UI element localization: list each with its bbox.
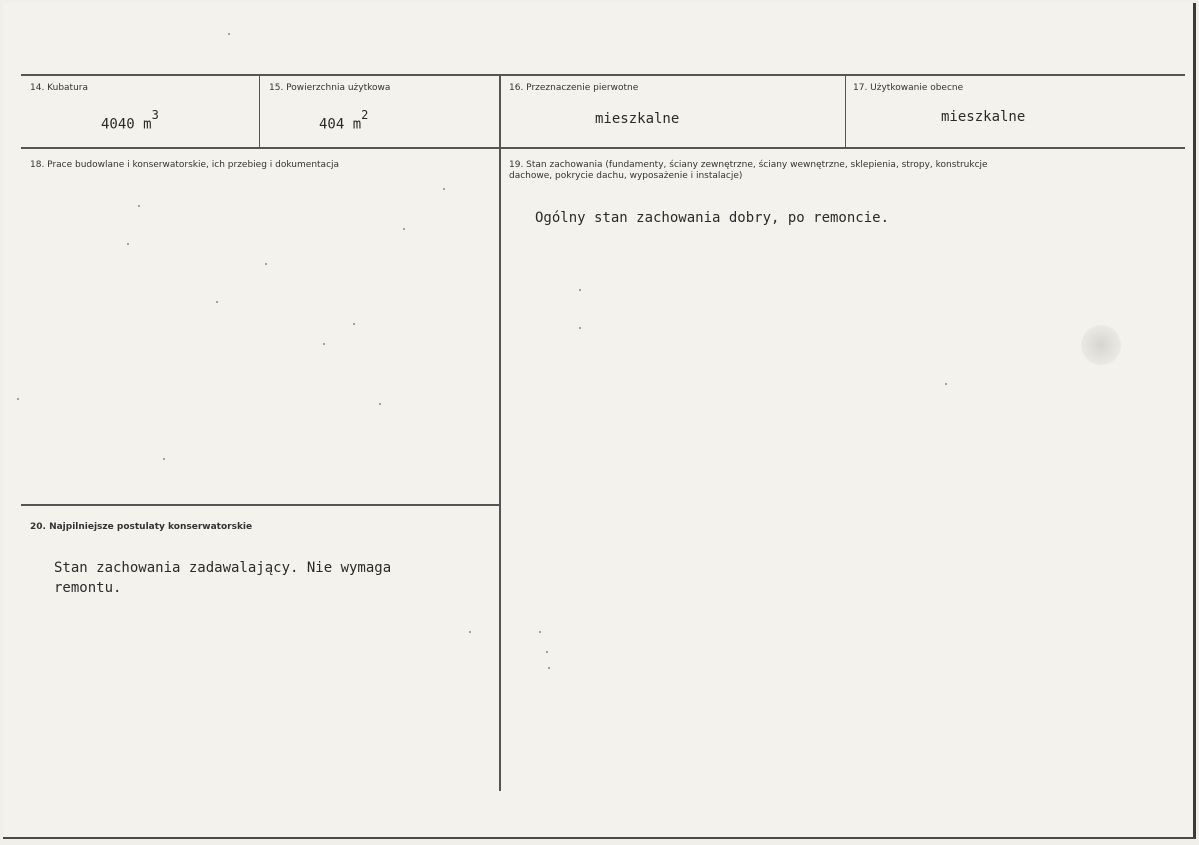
postulaty-label: 20. Najpilniejsze postulaty konserwatorskie [30,522,253,532]
postulaty-value: Stan zachowania zadawalający. Nie wymaga remontu. [54,560,392,596]
przeznaczenie-label: 16. Przeznaczenie pierwotne [509,83,639,93]
paper-speck [17,398,19,400]
section-divider-rule [21,504,499,506]
stan-label: 19. Stan zachowania (fundamenty, ściany zewnętrzne, ściany wewnętrzne, sklepienia, stropy, konstrukcje dachowe, pokrycie dachu, wyposażenie i instalacje) [509,160,988,181]
kubatura-value [101,109,159,135]
fields-bottom-rule [21,147,1185,149]
paper-speck [379,403,381,405]
paper-speck [548,667,550,669]
kubatura-number: 4040 m [101,116,152,133]
top-rule [21,74,1185,76]
kubatura-label: 14. Kubatura [30,83,89,93]
stan-value: Ogólny stan zachowania dobry, po remoncie. [535,210,890,226]
powierzchnia-unit-sup: 2 [361,108,369,122]
paper-speck [443,188,445,190]
uzytkowanie-label: 17. Użytkowanie obecne [853,83,964,93]
paper-speck [228,33,230,35]
powierzchnia-value [319,109,368,135]
paper-speck [469,631,471,633]
paper-speck [945,383,947,385]
powierzchnia-number: 404 m [319,116,362,133]
paper-speck [127,243,129,245]
paper-speck [138,205,140,207]
paper-speck [539,631,541,633]
powierzchnia-label: 15. Powierzchnia użytkowa [269,83,391,93]
paper-speck [403,228,405,230]
paper-speck [216,301,218,303]
divider-14-15 [259,75,260,148]
przeznaczenie-value: mieszkalne [595,111,680,127]
paper-speck [579,327,581,329]
paper-speck [353,323,355,325]
paper-speck [265,263,267,265]
paper-speck [163,458,165,460]
divider-16-17 [845,75,846,148]
paper-speck [323,343,325,345]
paper-speck [579,289,581,291]
uzytkowanie-value: mieszkalne [941,109,1026,125]
kubatura-unit-sup: 3 [151,108,159,122]
record-card [3,3,1196,839]
paper-speck [546,651,548,653]
divider-main [499,75,501,791]
paper-stain [1081,325,1121,365]
prace-label: 18. Prace budowlane i konserwatorskie, ich przebieg i dokumentacja [30,160,340,170]
